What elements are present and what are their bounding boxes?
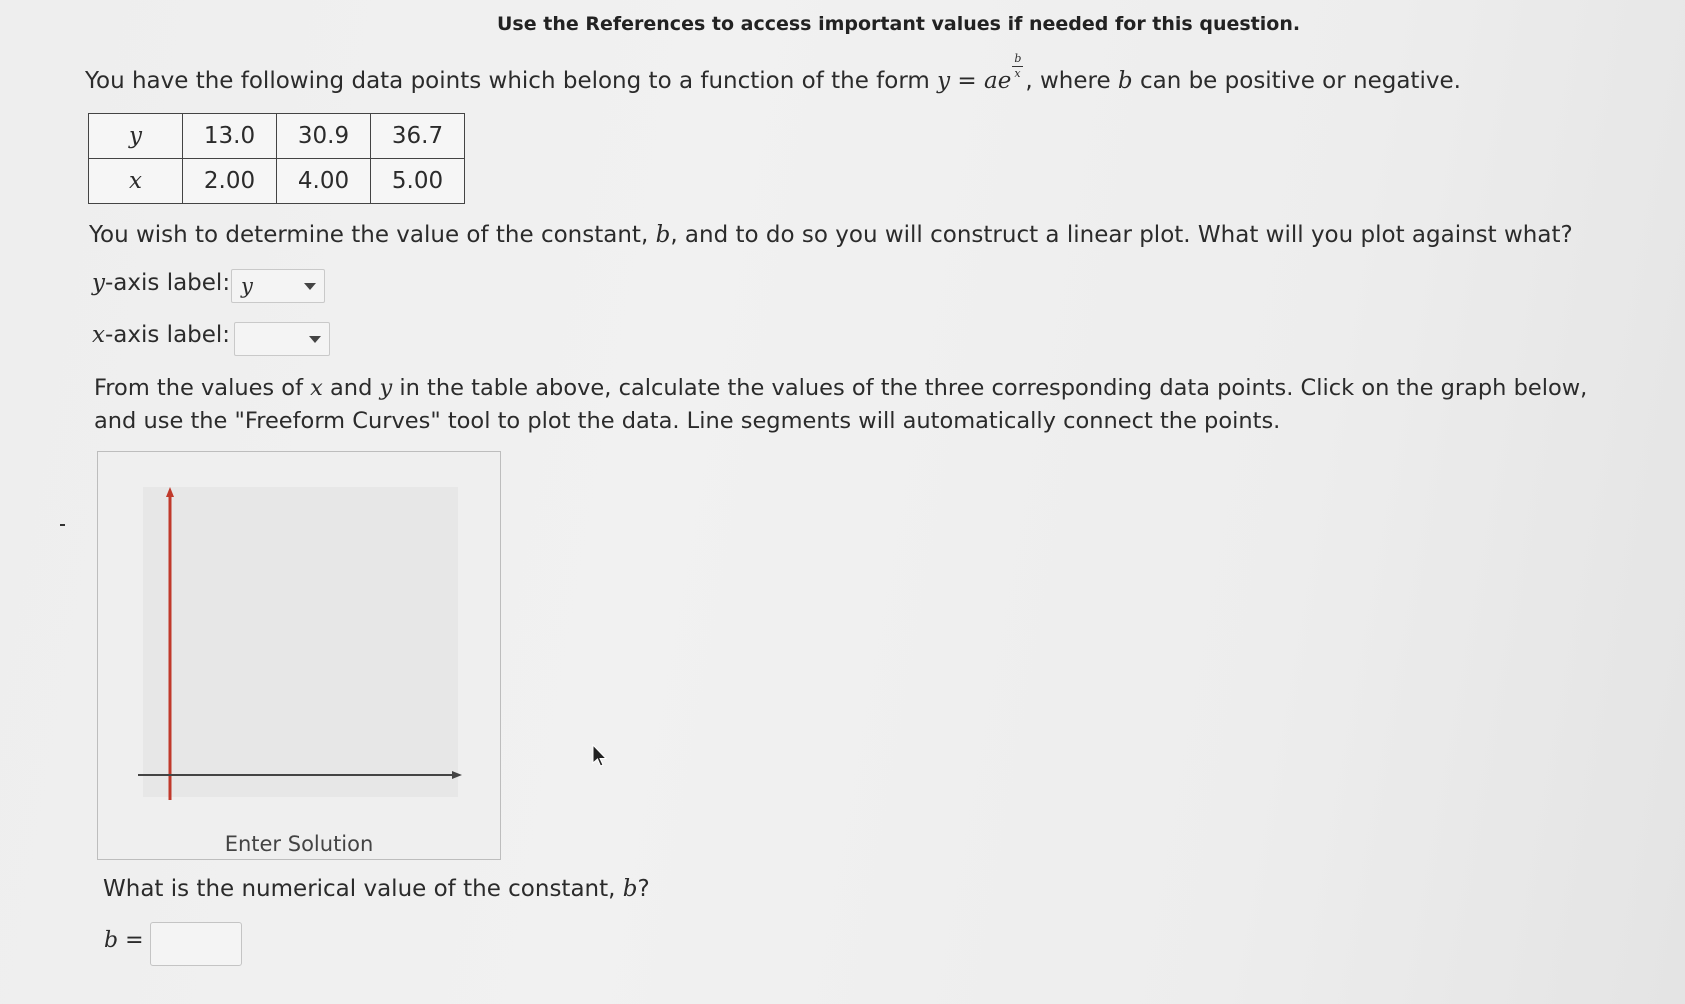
instructions-x: x	[310, 375, 323, 401]
exponent-numerator: b	[1014, 52, 1022, 65]
b-answer-eq: =	[118, 928, 144, 953]
data-table	[88, 113, 465, 204]
table-cell: 2.00	[183, 159, 277, 204]
question1-prefix: You wish to determine the value of the constant,	[89, 222, 649, 248]
intro-middle: , where	[1025, 68, 1111, 94]
table-header-x: x	[89, 159, 183, 204]
formula-y: y	[937, 68, 951, 94]
y-axis-label-text: -axis label:	[105, 270, 231, 296]
question2-prefix: What is the numerical value of the constant,	[103, 876, 616, 902]
question-linear-plot	[89, 222, 1573, 248]
b-answer-label	[104, 928, 144, 953]
question-constant-b	[103, 876, 650, 902]
table-cell: 4.00	[277, 159, 371, 204]
formula-equals: =	[950, 68, 984, 94]
question2-suffix: ?	[637, 876, 650, 902]
intro-suffix: can be positive or negative.	[1139, 68, 1461, 94]
table-cell: 13.0	[183, 114, 277, 159]
chevron-down-icon	[309, 336, 321, 343]
b-answer-var: b	[104, 928, 119, 953]
formula-exponent	[1011, 52, 1025, 88]
graph-axes	[98, 452, 500, 859]
table-row-x	[89, 159, 465, 204]
x-axis-var: x	[92, 322, 105, 348]
instructions-p2: and	[330, 375, 373, 401]
references-note: Use the References to access important values if needed for this question.	[497, 13, 1301, 35]
intro-text	[85, 52, 1461, 94]
x-axis-label-text: -axis label:	[104, 322, 231, 348]
exponent-denominator: x	[1014, 67, 1021, 80]
table-cell: 36.7	[371, 114, 465, 159]
x-axis-arrow	[452, 771, 462, 779]
question2-b-symbol: b	[622, 876, 638, 902]
table-cell: 30.9	[277, 114, 371, 159]
question1-b-symbol: b	[655, 222, 671, 248]
table-header-y: y	[89, 114, 183, 159]
instructions-p1: From the values of	[94, 375, 303, 401]
x-axis-label-row	[92, 322, 230, 348]
question1-suffix: , and to do so you will construct a linear plot. What will you plot against what?	[670, 222, 1573, 248]
chevron-down-icon	[304, 283, 316, 290]
y-axis-var: y	[92, 270, 105, 296]
enter-solution-label[interactable]: Enter Solution	[224, 832, 374, 856]
x-axis-dropdown[interactable]	[234, 322, 330, 356]
b-answer-input[interactable]	[150, 922, 242, 966]
y-axis-selected-value: y	[241, 274, 253, 298]
table-row-y	[89, 114, 465, 159]
y-axis-arrow	[166, 487, 174, 497]
mouse-pointer-icon	[591, 744, 609, 770]
y-axis-label-row	[92, 270, 230, 296]
table-cell: 5.00	[371, 159, 465, 204]
intro-b-symbol: b	[1117, 68, 1133, 94]
page-mark	[60, 524, 65, 526]
instructions-y: y	[379, 375, 393, 401]
formula-ae: ae	[984, 68, 1012, 94]
y-axis-dropdown[interactable]	[231, 269, 325, 303]
graph-panel[interactable]	[97, 451, 501, 860]
intro-prefix: You have the following data points which belong to a function of the form	[85, 68, 930, 94]
instructions-p3: in the table above, calculate the values of the three corresponding data points. Click on the graph below, and use the "Freeform Curves" tool to plot the data. Line segments will automatically connect the points.	[94, 375, 1588, 434]
plot-instructions	[94, 372, 1614, 438]
